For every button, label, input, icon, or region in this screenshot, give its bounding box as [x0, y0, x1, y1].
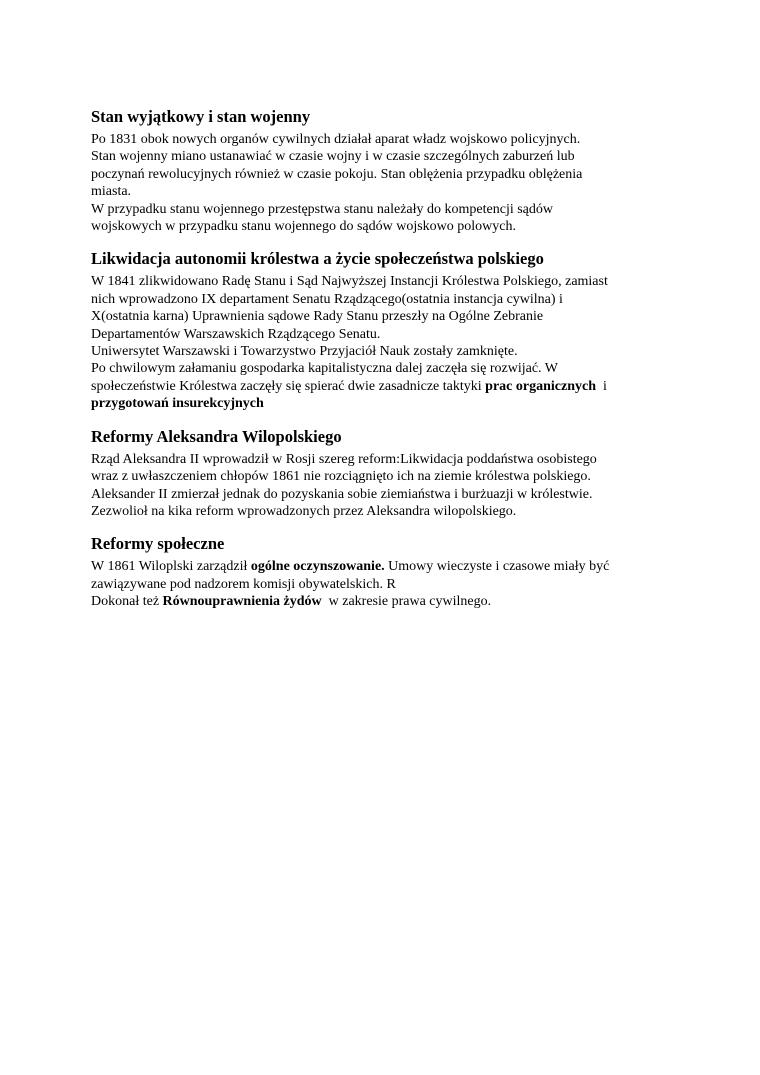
paragraph-line: Rząd Aleksandra II wprowadził w Rosji szereg reform:Likwidacja poddaństwa osobistego: [91, 451, 597, 467]
paragraph-line: W 1841 zlikwidowano Radę Stanu i Sąd Najwyższej Instancji Królestwa Polskiego, zamiast: [91, 274, 608, 290]
section-reformy-wilopolskiego: [91, 427, 671, 521]
paragraph-line: zawiązywane pod nadzorem komisji obywatelskich. R: [91, 576, 396, 592]
section-body: [91, 558, 671, 610]
paragraph-line: [91, 593, 671, 610]
paragraph-line: Zezwolioł na kika reform wprowadzonych przez Aleksandra wilopolskiego.: [91, 503, 517, 519]
document-page: [91, 107, 671, 611]
paragraph-line: miasta.: [91, 184, 132, 200]
section-body: [91, 131, 671, 235]
text-run: Umowy wieczyste i czasowe miały być: [384, 559, 610, 575]
paragraph-line: poczynań rewolucyjnych również w czasie pokoju. Stan oblężenia przypadku oblężenia: [91, 166, 583, 182]
paragraph-line: Po chwilowym załamaniu gospodarka kapitalistyczna dalej zaczęła się rozwijać. W: [91, 361, 559, 377]
bold-term: ogólne oczynszowanie.: [250, 559, 385, 575]
section-heading: Reformy społeczne: [91, 534, 225, 554]
text-run: W 1861 Wiloplski zarządził: [91, 559, 251, 575]
text-run: społeczeństwie Królestwa zaczęły się spierać dwie zasadnicze taktyki: [91, 378, 486, 394]
paragraph-line: Departamentów Warszawskich Rządzącego Senatu.: [91, 326, 381, 342]
paragraph-line: Uniwersytet Warszawski i Towarzystwo Przyjaciół Nauk zostały zamknięte.: [91, 344, 518, 360]
text-run: w zakresie prawa cywilnego.: [321, 594, 492, 610]
bold-term: prac organicznych: [485, 378, 596, 394]
paragraph-line: nich wprowadzono IX departament Senatu Rządzącego(ostatnia instancja cywilna) i: [91, 291, 563, 307]
section-stan-wyjatkowy: [91, 107, 671, 235]
text-run: i: [595, 378, 607, 394]
section-reformy-spoleczne: [91, 534, 671, 610]
section-heading: Stan wyjątkowy i stan wojenny: [91, 107, 311, 126]
paragraph-line: Aleksander II zmierzał jednak do pozyskania sobie ziemiaństwa i burżuazji w królestwie.: [91, 486, 593, 502]
section-heading: Reformy Aleksandra Wilopolskiego: [91, 426, 342, 446]
bold-term: przygotowań insurekcyjnych: [91, 396, 264, 412]
text-run: Dokonał też: [91, 594, 163, 610]
paragraph-line: [91, 558, 671, 575]
bold-term: Równouprawnienia żydów: [162, 594, 322, 610]
section-heading: Likwidacja autonomii królestwa a życie społeczeństwa polskiego: [91, 249, 544, 269]
paragraph-line: Po 1831 obok nowych organów cywilnych działał aparat władz wojskowo policyjnych.: [91, 132, 581, 147]
paragraph-line: wojskowych w przypadku stanu wojennego do sądów wojskowo polowych.: [91, 219, 516, 235]
paragraph-line: X(ostatnia karna) Uprawnienia sądowe Rady Stanu przeszły na Ogólne Zebranie: [91, 309, 544, 325]
paragraph-line: [91, 378, 671, 395]
paragraph-line: Stan wojenny miano ustanawiać w czasie wojny i w czasie szczególnych zaburzeń lub: [91, 149, 575, 165]
section-likwidacja-autonomii: [91, 249, 671, 412]
paragraph-line: wraz z uwłaszczeniem chłopów 1861 nie rozciągnięto ich na ziemie królestwa polskiego.: [91, 469, 591, 485]
section-body: [91, 451, 671, 521]
section-body: [91, 273, 671, 412]
paragraph-line: W przypadku stanu wojennego przestępstwa stanu należały do kompetencji sądów: [91, 201, 553, 217]
